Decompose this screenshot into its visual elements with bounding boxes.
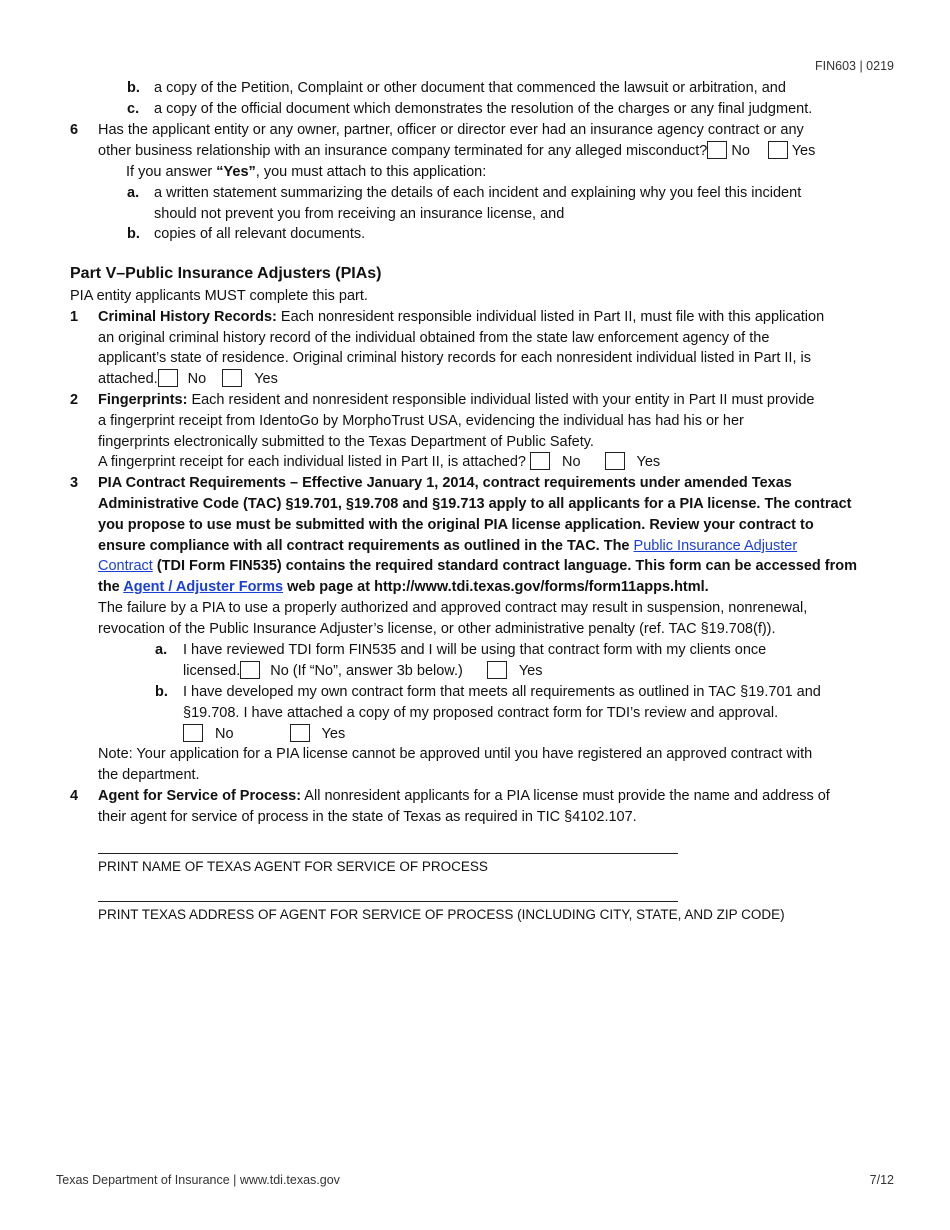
- question-6-a-line1: a written statement summarizing the details of each incident and explaining why you feel this incident: [154, 185, 802, 201]
- item-3-line5-text: (TDI Form FIN535) contains the required standard contract language. This form can be accessed from: [152, 558, 858, 574]
- item-3-line5: [98, 556, 857, 576]
- item-3-line4-text: ensure compliance with all contract requirements as outlined in the TAC. The: [98, 538, 634, 554]
- item-1-no-checkbox[interactable]: [158, 369, 178, 387]
- item-1-line4: [98, 369, 278, 389]
- item-3-line1: PIA Contract Requirements – Effective January 1, 2014, contract requirements under amended Texas: [98, 475, 792, 491]
- item-3-line3: you propose to use must be submitted with the original PIA license application. Review your contract to: [98, 517, 814, 533]
- item-3-line6: [98, 577, 709, 597]
- item-3b-no-label: No: [215, 726, 234, 742]
- item-3b-no-checkbox[interactable]: [183, 724, 203, 742]
- question-6-instruction: [126, 162, 486, 182]
- question-6-line1: Has the applicant entity or any owner, partner, officer or director ever had an insurance agency contract or any: [98, 122, 804, 138]
- item-1-line1-text: Each nonresident responsible individual listed in Part II, must file with this application: [276, 309, 825, 325]
- item-3-line4: [98, 536, 797, 556]
- agent-adjuster-forms-link[interactable]: Agent / Adjuster Forms: [123, 579, 284, 595]
- question-6-b-text: copies of all relevant documents.: [154, 226, 366, 242]
- question-6-no-label: No: [731, 143, 750, 159]
- footer-org: Texas Department of Insurance | www.tdi.texas.gov: [56, 1173, 340, 1187]
- item-3-a-line1: I have reviewed TDI form FIN535 and I will be using that contract form with my clients once: [183, 642, 767, 658]
- item-2-no-checkbox[interactable]: [530, 452, 550, 470]
- item-2-line1: [98, 390, 814, 410]
- item-1-no-label: No: [187, 371, 207, 387]
- question-6-yes-checkbox[interactable]: [768, 141, 788, 159]
- item-3-b-line1: I have developed my own contract form that meets all requirements as outlined in TAC §19.701 and: [183, 684, 821, 700]
- question-6-no-checkbox[interactable]: [707, 141, 727, 159]
- question-6-line2: [98, 141, 815, 161]
- part-5-heading: Part V–Public Insurance Adjusters (PIAs): [70, 265, 382, 282]
- item-1-attached-label: attached.: [98, 371, 158, 387]
- item-3a-no-checkbox[interactable]: [240, 661, 260, 679]
- item-letter-b: b.: [127, 80, 140, 96]
- item-3-b-line3: [183, 724, 345, 744]
- item-4-line1-text: All nonresident applicants for a PIA license must provide the name and address of: [301, 788, 830, 804]
- item-3-line7: The failure by a PIA to use a properly authorized and approved contract may result in suspension, nonrenewal,: [98, 600, 808, 616]
- pia-contract-link[interactable]: Public Insurance Adjuster: [633, 538, 798, 554]
- pia-contract-link-cont[interactable]: Contract: [98, 558, 153, 574]
- instruction-post: , you must attach to this application:: [255, 164, 487, 180]
- item-1-number: 1: [70, 309, 79, 325]
- item-3-note-line2: the department.: [98, 767, 200, 783]
- item-3-line2: Administrative Code (TAC) §19.701, §19.708 and §19.713 apply to all applicants for a PIA license. The contract: [98, 496, 852, 512]
- item-4-line1: [98, 786, 830, 806]
- item-2-title: Fingerprints:: [98, 392, 188, 408]
- item-4-line2: their agent for service of process in the state of Texas as required in TIC §4102.107.: [98, 809, 637, 825]
- item-2-line2: a fingerprint receipt from IdentoGo by MorphoTrust USA, evidencing the individual has had his or her: [98, 413, 744, 429]
- item-letter-c: c.: [127, 101, 140, 117]
- item-3-line6-post: web page at http://www.tdi.texas.gov/forms/form11apps.html.: [283, 579, 709, 595]
- agent-name-label: PRINT NAME OF TEXAS AGENT FOR SERVICE OF PROCESS: [98, 859, 488, 874]
- item-3-letter-b: b.: [155, 684, 168, 700]
- form-code: FIN603 | 0219: [815, 59, 894, 73]
- question-6-letter-b: b.: [127, 226, 140, 242]
- item-2-line4: [98, 452, 660, 472]
- item-2-attached-label: A fingerprint receipt for each individual listed in Part II, is attached?: [98, 454, 526, 470]
- item-1-line3: applicant’s state of residence. Original criminal history records for each nonresident individual listed in Part II, is: [98, 350, 811, 366]
- question-6-letter-a: a.: [127, 185, 140, 201]
- part-5-intro: PIA entity applicants MUST complete this part.: [70, 288, 368, 304]
- item-2-number: 2: [70, 392, 79, 408]
- item-1-title: Criminal History Records:: [98, 309, 277, 325]
- item-3-b-line2: §19.708. I have attached a copy of my proposed contract form for TDI’s review and approval.: [183, 705, 779, 721]
- item-3a-yes-checkbox[interactable]: [487, 661, 507, 679]
- item-1-yes-checkbox[interactable]: [222, 369, 242, 387]
- item-2-yes-label: Yes: [636, 454, 661, 470]
- item-3a-yes-label: Yes: [518, 663, 543, 679]
- item-3-a-line2: [183, 661, 543, 681]
- item-1-yes-label: Yes: [254, 371, 278, 387]
- item-1-line1: [98, 307, 824, 327]
- question-6-line2-text: other business relationship with an insurance company terminated for any alleged misconduct?: [98, 143, 708, 159]
- item-3b-yes-checkbox[interactable]: [290, 724, 310, 742]
- agent-name-field[interactable]: [98, 853, 678, 854]
- item-4-number: 4: [70, 788, 79, 804]
- item-3b-yes-label: Yes: [321, 726, 346, 742]
- question-6-yes-label: Yes: [791, 143, 816, 159]
- question-6-number: 6: [70, 122, 79, 138]
- top-item-c-text: a copy of the official document which demonstrates the resolution of the charges or any final judgment.: [154, 101, 813, 117]
- item-4-title: Agent for Service of Process:: [98, 788, 302, 804]
- item-2-line3: fingerprints electronically submitted to the Texas Department of Public Safety.: [98, 434, 594, 450]
- item-3-line6-pre: the: [98, 579, 124, 595]
- item-3a-no-label: No (If “No”, answer 3b below.): [270, 663, 463, 679]
- item-3-a-licensed-label: licensed.: [183, 663, 241, 679]
- item-3-number: 3: [70, 475, 79, 491]
- agent-address-field[interactable]: [98, 901, 678, 902]
- instruction-pre: If you answer: [126, 164, 217, 180]
- item-3-note-line1: Note: Your application for a PIA license cannot be approved until you have registered an approved contract with: [98, 746, 813, 762]
- item-2-yes-checkbox[interactable]: [605, 452, 625, 470]
- instruction-bold: “Yes”: [216, 164, 256, 180]
- page-number: 7/12: [869, 1173, 894, 1187]
- item-2-line1-text: Each resident and nonresident responsible individual listed with your entity in Part II must provide: [187, 392, 815, 408]
- item-3-letter-a: a.: [155, 642, 168, 658]
- question-6-a-line2: should not prevent you from receiving an insurance license, and: [154, 206, 565, 222]
- top-item-b-text: a copy of the Petition, Complaint or other document that commenced the lawsuit or arbitration, and: [154, 80, 786, 96]
- item-1-line2: an original criminal history record of the individual obtained from the state law enforcement agency of the: [98, 330, 770, 346]
- item-3-line8: revocation of the Public Insurance Adjuster’s license, or other administrative penalty (ref. TAC §19.708(f)).: [98, 621, 776, 637]
- item-2-no-label: No: [561, 454, 581, 470]
- agent-address-label: PRINT TEXAS ADDRESS OF AGENT FOR SERVICE OF PROCESS (INCLUDING CITY, STATE, AND ZIP CODE): [98, 907, 785, 922]
